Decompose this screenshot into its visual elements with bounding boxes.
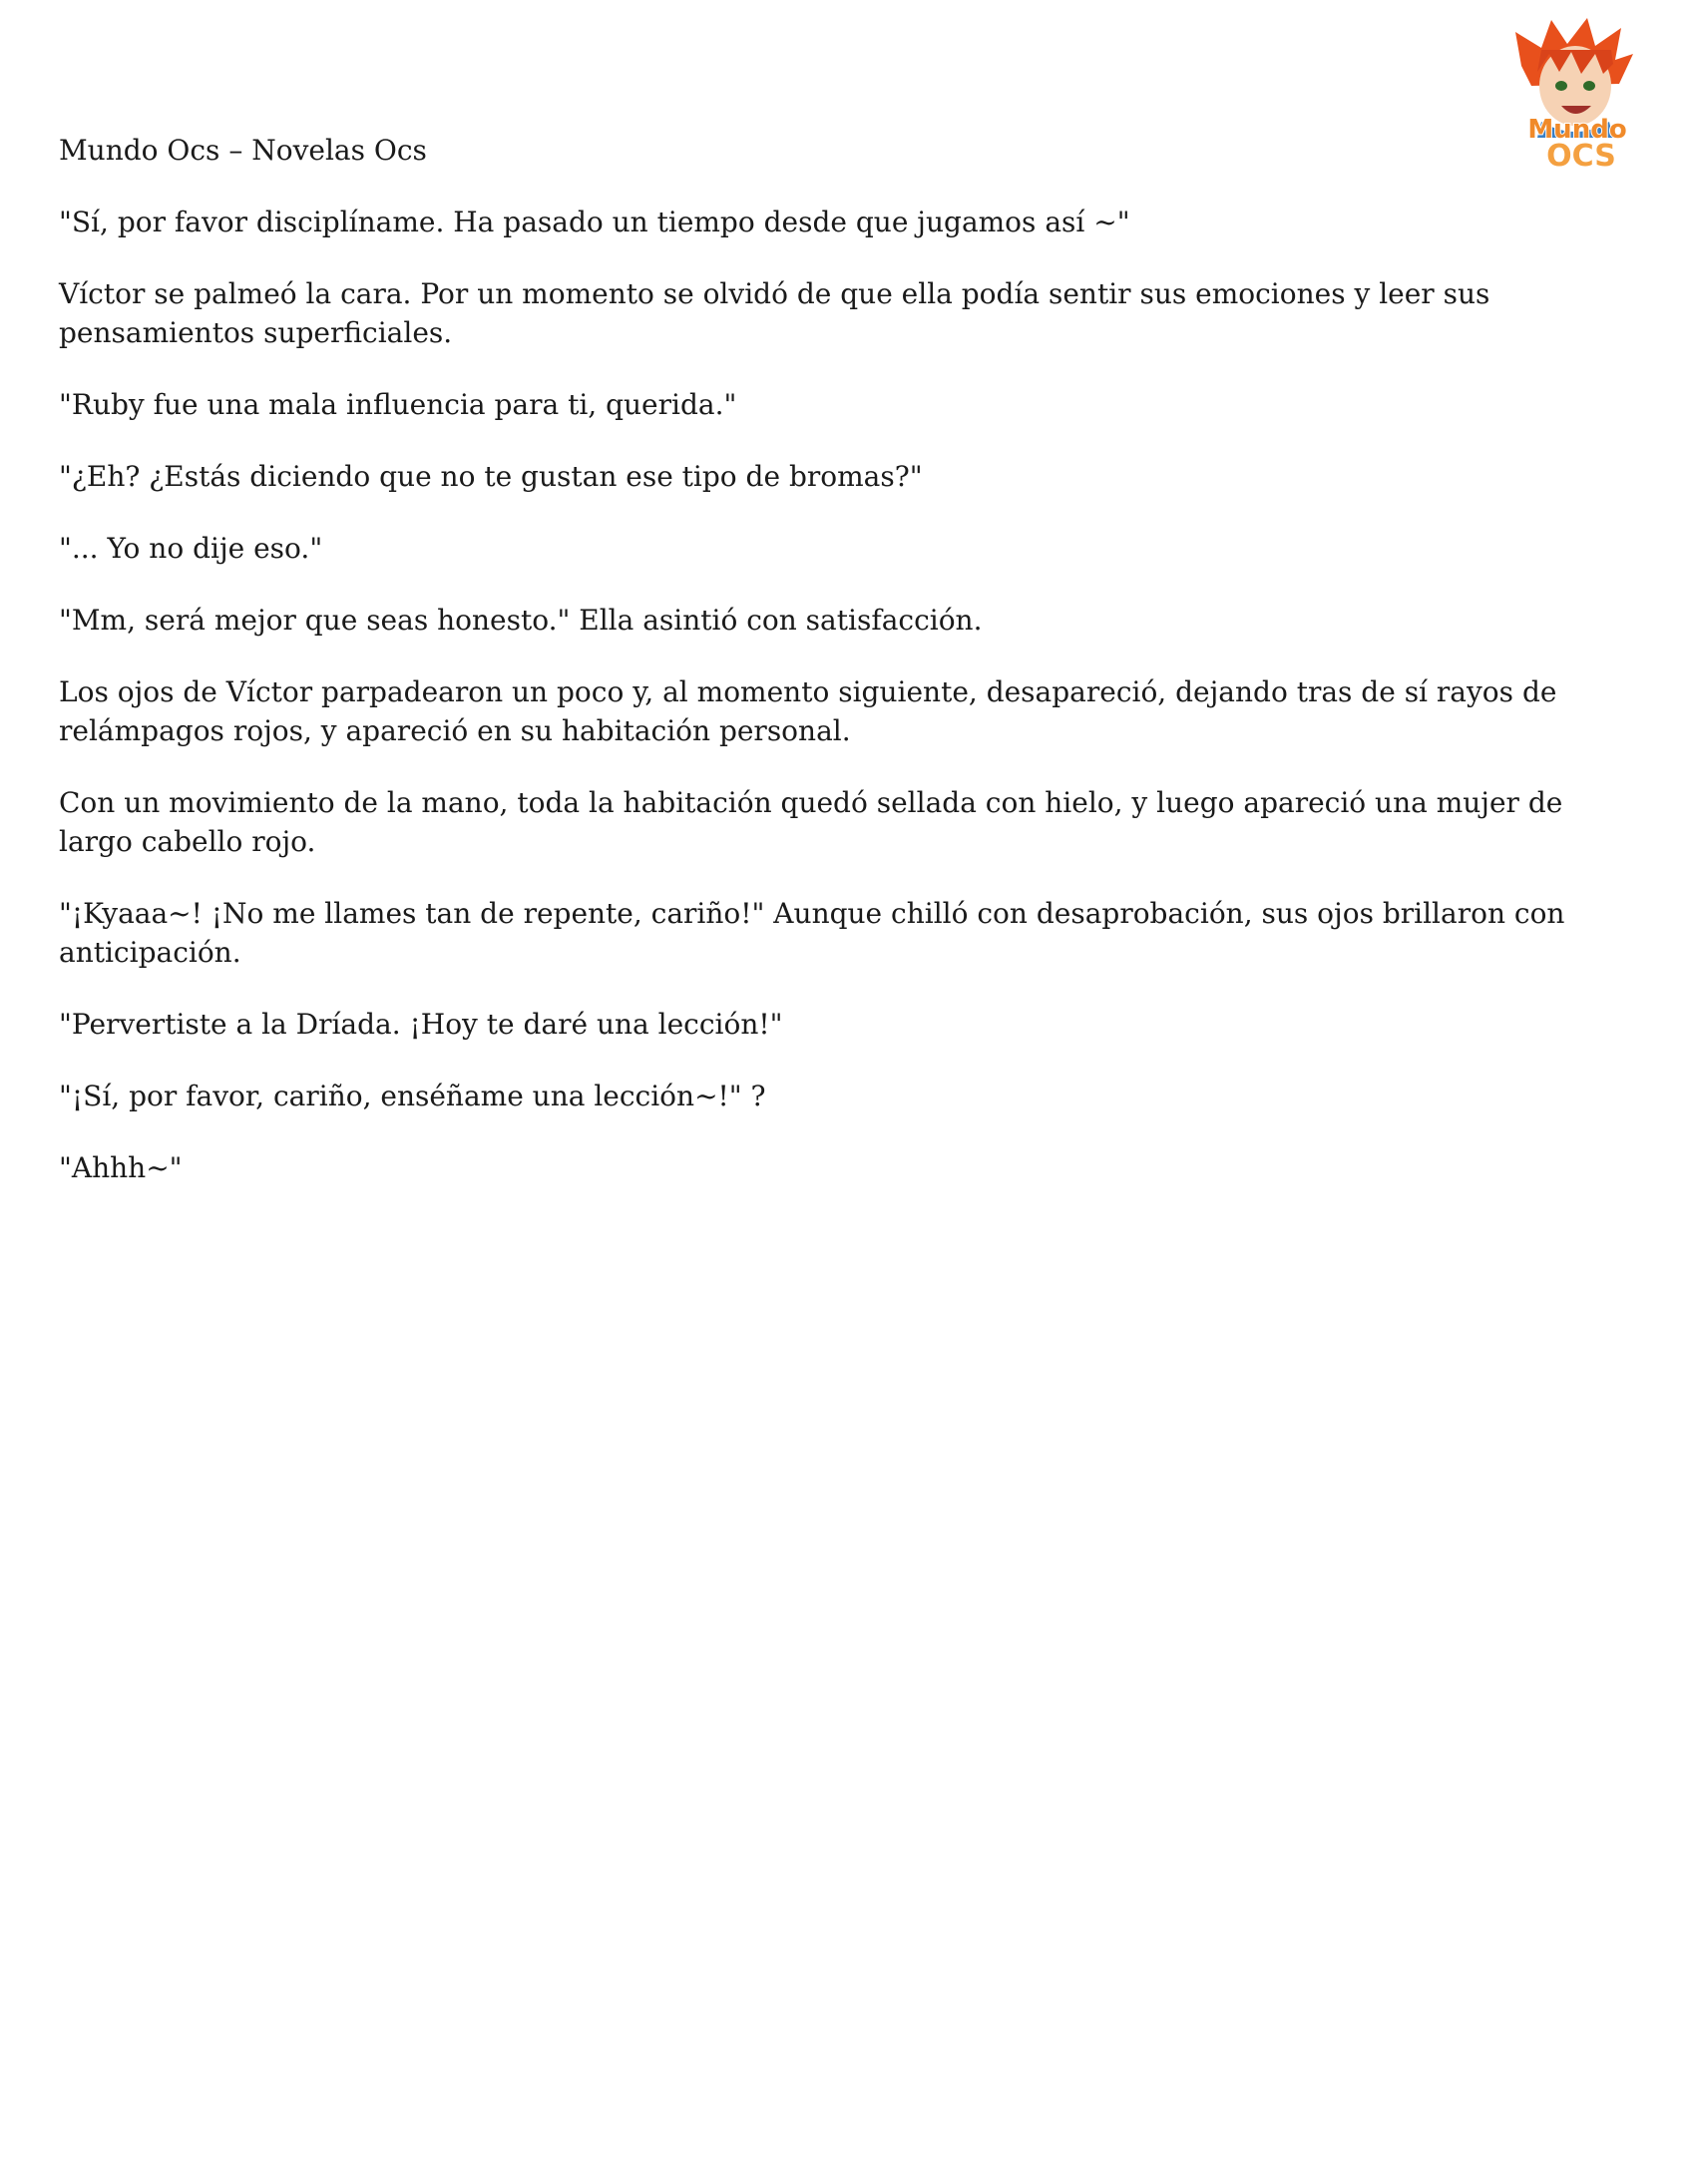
paragraph: "Pervertiste a la Dríada. ¡Hoy te daré una lección!" [59,1008,783,1041]
paragraph: Con un movimiento de la mano, toda la habitación quedó sellada con hielo, y luego apareció una mujer de largo cabello rojo. [59,786,1563,858]
logo-right-eye [1583,81,1595,91]
paragraph: Víctor se palmeó la cara. Por un momento se olvidó de que ella podía sentir sus emociones y leer sus pensamientos superficiales. [59,277,1490,349]
paragraph: "¡Sí, por favor, cariño, enséñame una lección~!" ? [59,1080,766,1112]
paragraph: "Ruby fue una mala influencia para ti, querida." [59,388,737,421]
logo-text-line1: Mundo [1527,115,1627,145]
paragraph: "... Yo no dije eso." [59,532,323,565]
paragraph: "Ahhh~" [59,1151,183,1184]
paragraph: "Sí, por favor disciplíname. Ha pasado un tiempo desde que jugamos así ~" [59,206,1130,238]
logo-text-line2: OCS [1546,139,1616,174]
logo-left-eye [1555,81,1567,91]
document-body [59,131,1625,1220]
site-title: Mundo Ocs – Novelas Ocs [59,134,427,167]
paragraph: "¿Eh? ¿Estás diciendo que no te gustan ese tipo de bromas?" [59,460,923,493]
paragraph: "Mm, será mejor que seas honesto." Ella asintió con satisfacción. [59,604,983,637]
paragraph: Los ojos de Víctor parpadearon un poco y, al momento siguiente, desapareció, dejando tras de sí rayos de relámpagos rojos, y apareció en su habitación personal. [59,675,1557,747]
paragraph: "¡Kyaaa~! ¡No me llames tan de repente, cariño!" Aunque chilló con desaprobación, sus ojos brillaron con anticipación. [59,897,1565,969]
